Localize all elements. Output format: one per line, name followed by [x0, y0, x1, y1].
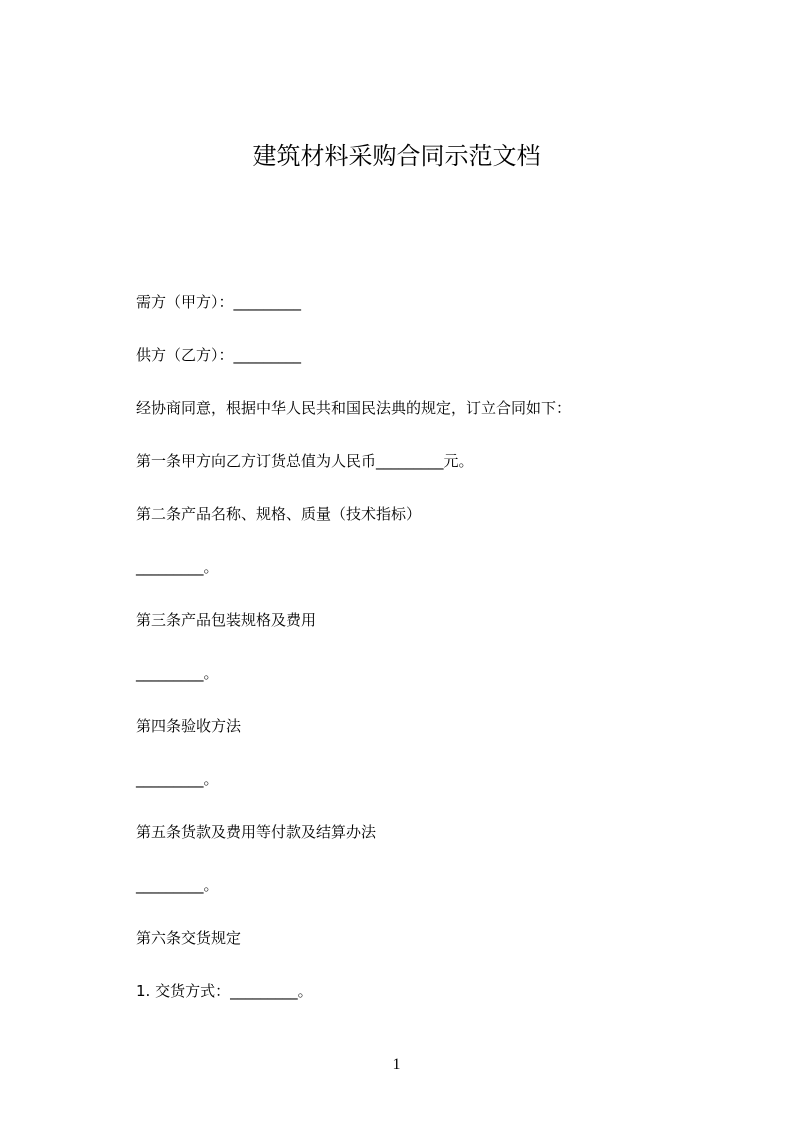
clause-2-blank: _________。	[136, 558, 219, 576]
delivery-method-line: 1. 交货方式：_________。	[136, 982, 313, 1000]
clause-5-blank: _________。	[136, 876, 219, 894]
clause-4-blank: _________。	[136, 770, 219, 788]
clause-3-heading: 第三条产品包装规格及费用	[136, 611, 317, 629]
agreement-intro-line: 经协商同意，根据中华人民共和国民法典的规定，订立合同如下：	[136, 399, 572, 417]
clause-2-heading: 第二条产品名称、规格、质量（技术指标）	[136, 505, 422, 523]
clause-1-line: 第一条甲方向乙方订货总值为人民币_________元。	[136, 452, 474, 470]
document-title: 建筑材料采购合同示范文档	[252, 142, 541, 170]
clause-6-heading: 第六条交货规定	[136, 929, 242, 947]
clause-3-blank: _________。	[136, 664, 219, 682]
clause-4-heading: 第四条验收方法	[136, 717, 242, 735]
page-number: 1	[392, 1056, 401, 1073]
clause-5-heading: 第五条货款及费用等付款及结算办法	[136, 823, 377, 841]
seller-line: 供方（乙方）：_________	[136, 346, 302, 364]
buyer-line: 需方（甲方）：_________	[136, 293, 302, 311]
